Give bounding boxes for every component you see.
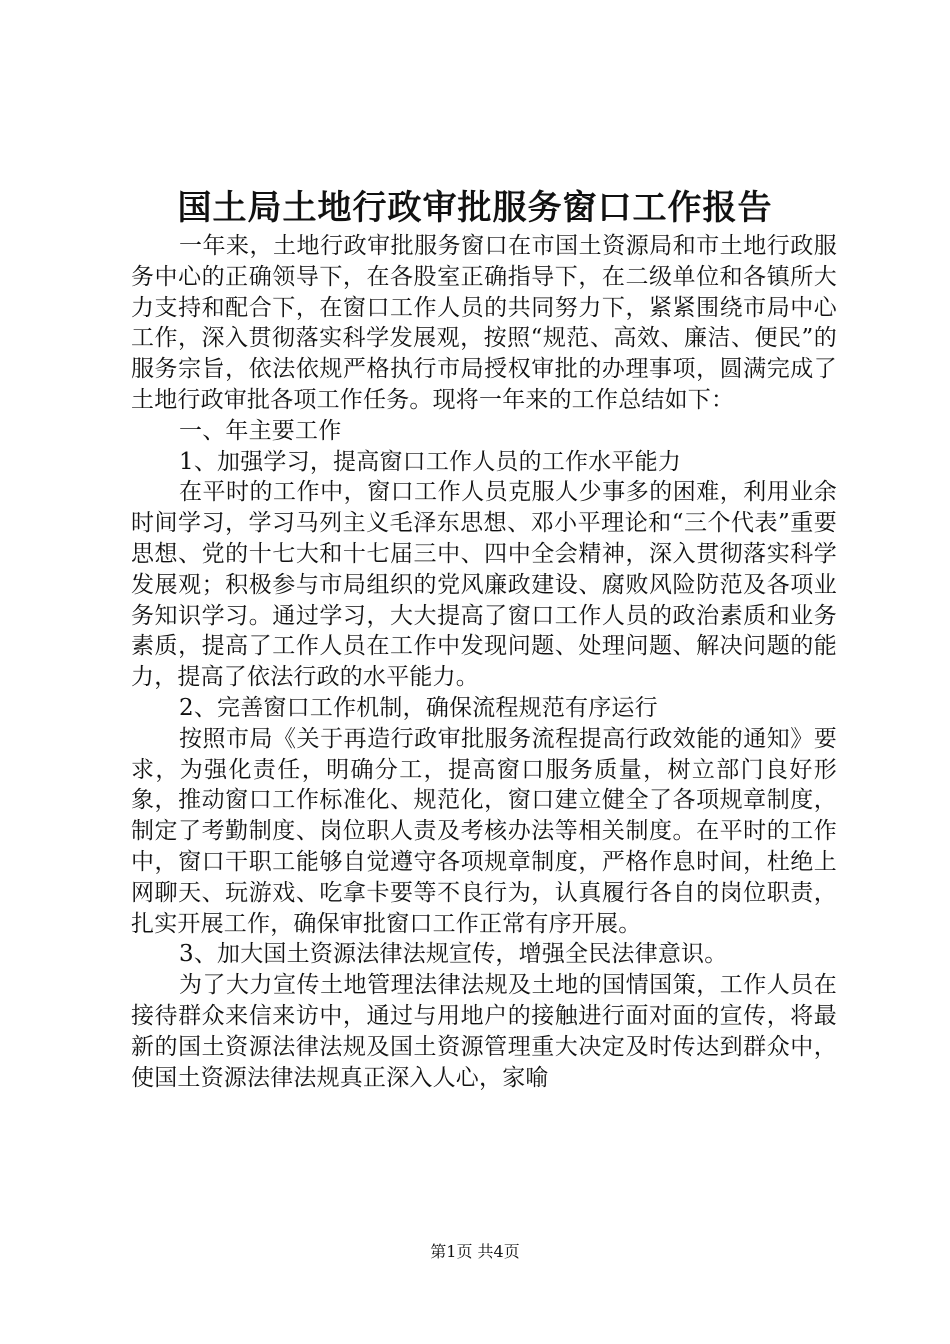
intro-paragraph: 一年来，土地行政审批服务窗口在市国土资源局和市土地行政服务中心的正确领导下，在各股室正确指导下，在二级单位和各镇所大力支持和配合下，在窗口工作人员的共同努力下，紧紧围绕市局中心工作，深入贯彻落实科学发展观，按照“规范、高效、廉洁、便民”的服务宗旨，依法依规严格执行市局授权审批的办理事项，圆满完成了土地行政审批各项工作任务。现将一年来的工作总结如下： xyxy=(131,233,837,413)
body-paragraph-2: 按照市局《关于再造行政审批服务流程提高行政效能的通知》要求，为强化责任，明确分工，提高窗口服务质量，树立部门良好形象，推动窗口工作标准化、规范化，窗口建立健全了各项规章制度，制定了考勤制度、岗位职人责及考核办法等相关制度。在平时的工作中，窗口干职工能够自觉遵守各项规章制度，严格作息时间，杜绝上网聊天、玩游戏、吃拿卡要等不良行为，认真履行各自的岗位职责，扎实开展工作，确保审批窗口工作正常有序开展。 xyxy=(131,725,837,937)
subsection-heading-3: 3、加大国土资源法律法规宣传，增强全民法律意识。 xyxy=(179,941,728,968)
body-paragraph-1: 在平时的工作中，窗口工作人员克服人少事多的困难，利用业余时间学习，学习马列主义毛泽东思想、邓小平理论和“三个代表”重要思想、党的十七大和十七届三中、四中全会精神，深入贯彻落实科学发展观；积极参与市局组织的党风廉政建设、腐败风险防范及各项业务知识学习。通过学习，大大提高了窗口工作人员的政治素质和业务素质，提高了工作人员在工作中发现问题、处理问题、解决问题的能力，提高了依法行政的水平能力。 xyxy=(131,479,837,691)
body-paragraph-3: 为了大力宣传土地管理法律法规及土地的国情国策，工作人员在接待群众来信来访中，通过与用地户的接触进行面对面的宣传，将最新的国土资源法律法规及国土资源管理重大决定及时传达到群众中，使国土资源法律法规真正深入人心，家喻 xyxy=(131,972,837,1091)
subsection-heading-2: 2、完善窗口工作机制，确保流程规范有序运行 xyxy=(179,694,658,721)
page-number-footer: 第1页 共4页 xyxy=(430,1242,520,1261)
subsection-heading-1: 1、加强学习，提高窗口工作人员的工作水平能力 xyxy=(179,448,682,475)
document-body xyxy=(131,231,837,1093)
section-heading: 一、年主要工作 xyxy=(179,417,342,444)
document-title: 国土局土地行政审批服务窗口工作报告 xyxy=(177,188,773,228)
